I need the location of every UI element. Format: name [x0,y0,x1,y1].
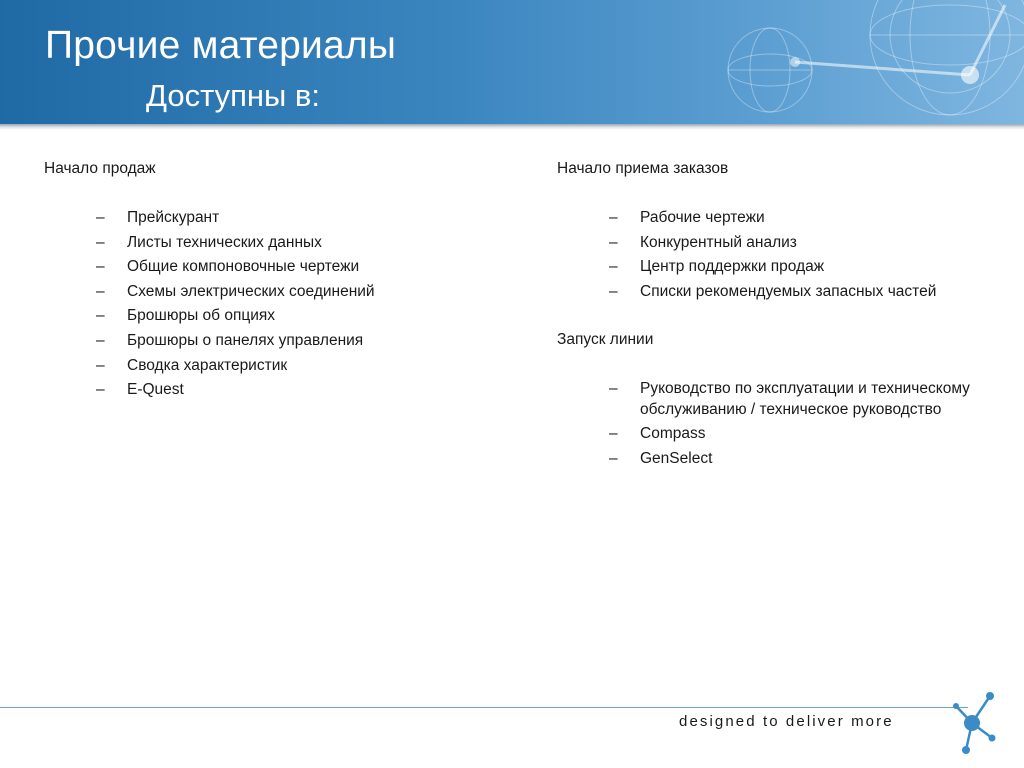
page-title: Прочие материалы [45,24,397,67]
footer-tagline: designed to deliver more [679,713,894,730]
list-item: – Прейскурант [96,209,220,226]
page-subtitle: Доступны в: [146,78,321,113]
list-item: – Схемы электрических соединений [96,282,375,300]
header-banner [0,0,1024,124]
list-item: – Общие компоновочные чертежи [96,258,360,276]
globe-decoration-icon [600,0,1024,124]
list-item: – Compass [609,425,706,443]
list-item: – Списки рекомендуемых запасных частей [609,282,937,300]
list-item: – Брошюры о панелях управления [96,331,364,349]
molecule-logo-icon [950,688,1010,758]
section-heading-order-start: Начало приема заказов [557,160,729,177]
list-item: – GenSelect [609,449,713,467]
section-heading-sales-start: Начало продаж [44,160,156,177]
left-column [44,158,504,404]
order-start-list [557,207,997,302]
list-item: – Рабочие чертежи [609,209,765,226]
list-item: – Центр поддержки продаж [609,258,825,276]
list-item: – Сводка характеристик [96,356,288,374]
right-column [557,158,997,473]
section-heading-line-launch: Запуск линии [557,330,654,348]
list-item: – E-Quest [96,381,184,399]
sales-start-list [44,207,504,400]
header-shadow [0,124,1024,130]
list-item: – Листы технических данных [96,233,322,251]
list-item: – Брошюры об опциях [96,307,276,325]
list-item: – Руководство по эксплуатации и техническому обслуживанию / техническое руководство [609,379,970,418]
footer-divider [0,707,968,708]
line-launch-list [557,378,997,469]
list-item: – Конкурентный анализ [609,233,797,251]
